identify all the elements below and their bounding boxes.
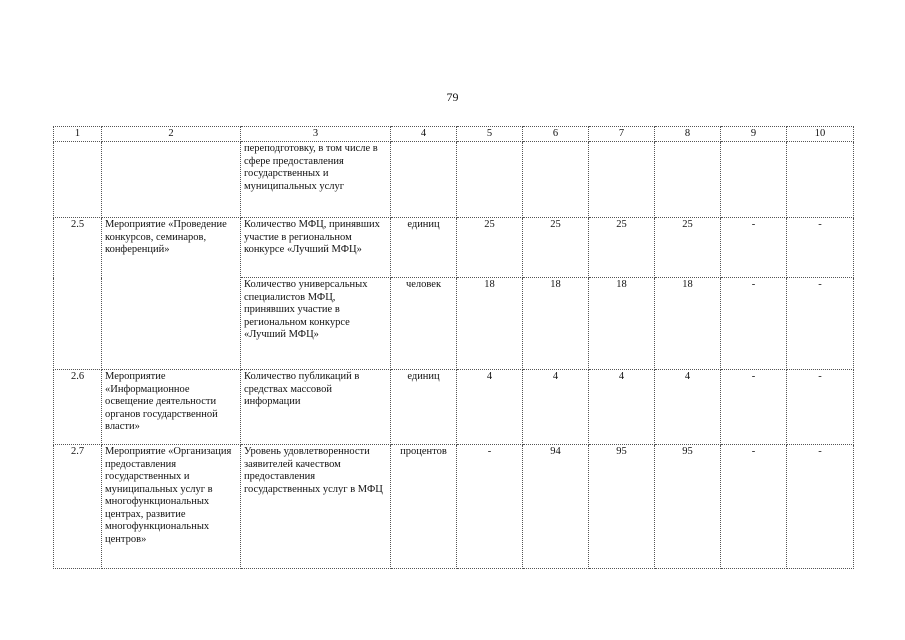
cell-value: -	[721, 218, 787, 278]
cell-value: 25	[523, 218, 589, 278]
cell-value	[655, 142, 721, 218]
cell-indicator: Количество универсальных специалистов МФЦ, принявших участие в региональном конкурсе «Лучший МФЦ»	[241, 278, 391, 370]
page-number: 79	[446, 90, 459, 104]
cell-event	[102, 142, 241, 218]
cell-unit: процентов	[391, 445, 457, 569]
header-cell: 10	[787, 127, 854, 142]
cell-indicator: Уровень удовлетворенности заявителей качеством предоставления государственных услуг в МФЦ	[241, 445, 391, 569]
header-cell: 3	[241, 127, 391, 142]
cell-value	[787, 142, 854, 218]
cell-value	[457, 142, 523, 218]
cell-value: -	[787, 445, 854, 569]
header-cell: 6	[523, 127, 589, 142]
cell-unit: единиц	[391, 218, 457, 278]
cell-value: 4	[589, 370, 655, 445]
cell-event: Мероприятие «Проведение конкурсов, семинаров, конференций»	[102, 218, 241, 370]
cell-value: -	[787, 278, 854, 370]
cell-value: -	[721, 445, 787, 569]
cell-value: 18	[457, 278, 523, 370]
table-row	[54, 445, 854, 569]
cell-value: 4	[655, 370, 721, 445]
cell-value	[589, 142, 655, 218]
cell-value	[523, 142, 589, 218]
cell-indicator: переподготовку, в том числе в сфере предоставления государственных и муниципальных услуг	[241, 142, 391, 218]
cell-unit: единиц	[391, 370, 457, 445]
cell-indicator: Количество МФЦ, принявших участие в региональном конкурсе «Лучший МФЦ»	[241, 218, 391, 278]
program-table	[53, 126, 854, 569]
cell-value: 18	[655, 278, 721, 370]
cell-value: 4	[523, 370, 589, 445]
cell-value: -	[721, 278, 787, 370]
cell-event: Мероприятие «Организация предоставления государственных и муниципальных услуг в многофункциональных центрах, развитие многофункциональных центров»	[102, 445, 241, 569]
header-cell: 5	[457, 127, 523, 142]
cell-event: Мероприятие «Информационное освещение деятельности органов государственной власти»	[102, 370, 241, 445]
header-cell: 9	[721, 127, 787, 142]
cell-num: 2.5	[54, 218, 102, 370]
cell-value: 18	[523, 278, 589, 370]
cell-value: -	[787, 370, 854, 445]
cell-unit: человек	[391, 278, 457, 370]
cell-indicator: Количество публикаций в средствах массовой информации	[241, 370, 391, 445]
cell-value: 25	[457, 218, 523, 278]
cell-value	[721, 142, 787, 218]
header-cell: 8	[655, 127, 721, 142]
header-cell: 1	[54, 127, 102, 142]
cell-unit	[391, 142, 457, 218]
table-row	[54, 218, 854, 278]
header-cell: 7	[589, 127, 655, 142]
cell-value: 95	[589, 445, 655, 569]
cell-num	[54, 142, 102, 218]
cell-value: -	[787, 218, 854, 278]
cell-num: 2.6	[54, 370, 102, 445]
header-cell: 4	[391, 127, 457, 142]
table-row	[54, 142, 854, 218]
header-cell: 2	[102, 127, 241, 142]
cell-value: 4	[457, 370, 523, 445]
cell-num: 2.7	[54, 445, 102, 569]
cell-value: 95	[655, 445, 721, 569]
cell-value: -	[457, 445, 523, 569]
header-row	[54, 127, 854, 142]
cell-value: 18	[589, 278, 655, 370]
table-row	[54, 370, 854, 445]
cell-value: 25	[589, 218, 655, 278]
cell-value: 25	[655, 218, 721, 278]
cell-value: 94	[523, 445, 589, 569]
cell-value: -	[721, 370, 787, 445]
